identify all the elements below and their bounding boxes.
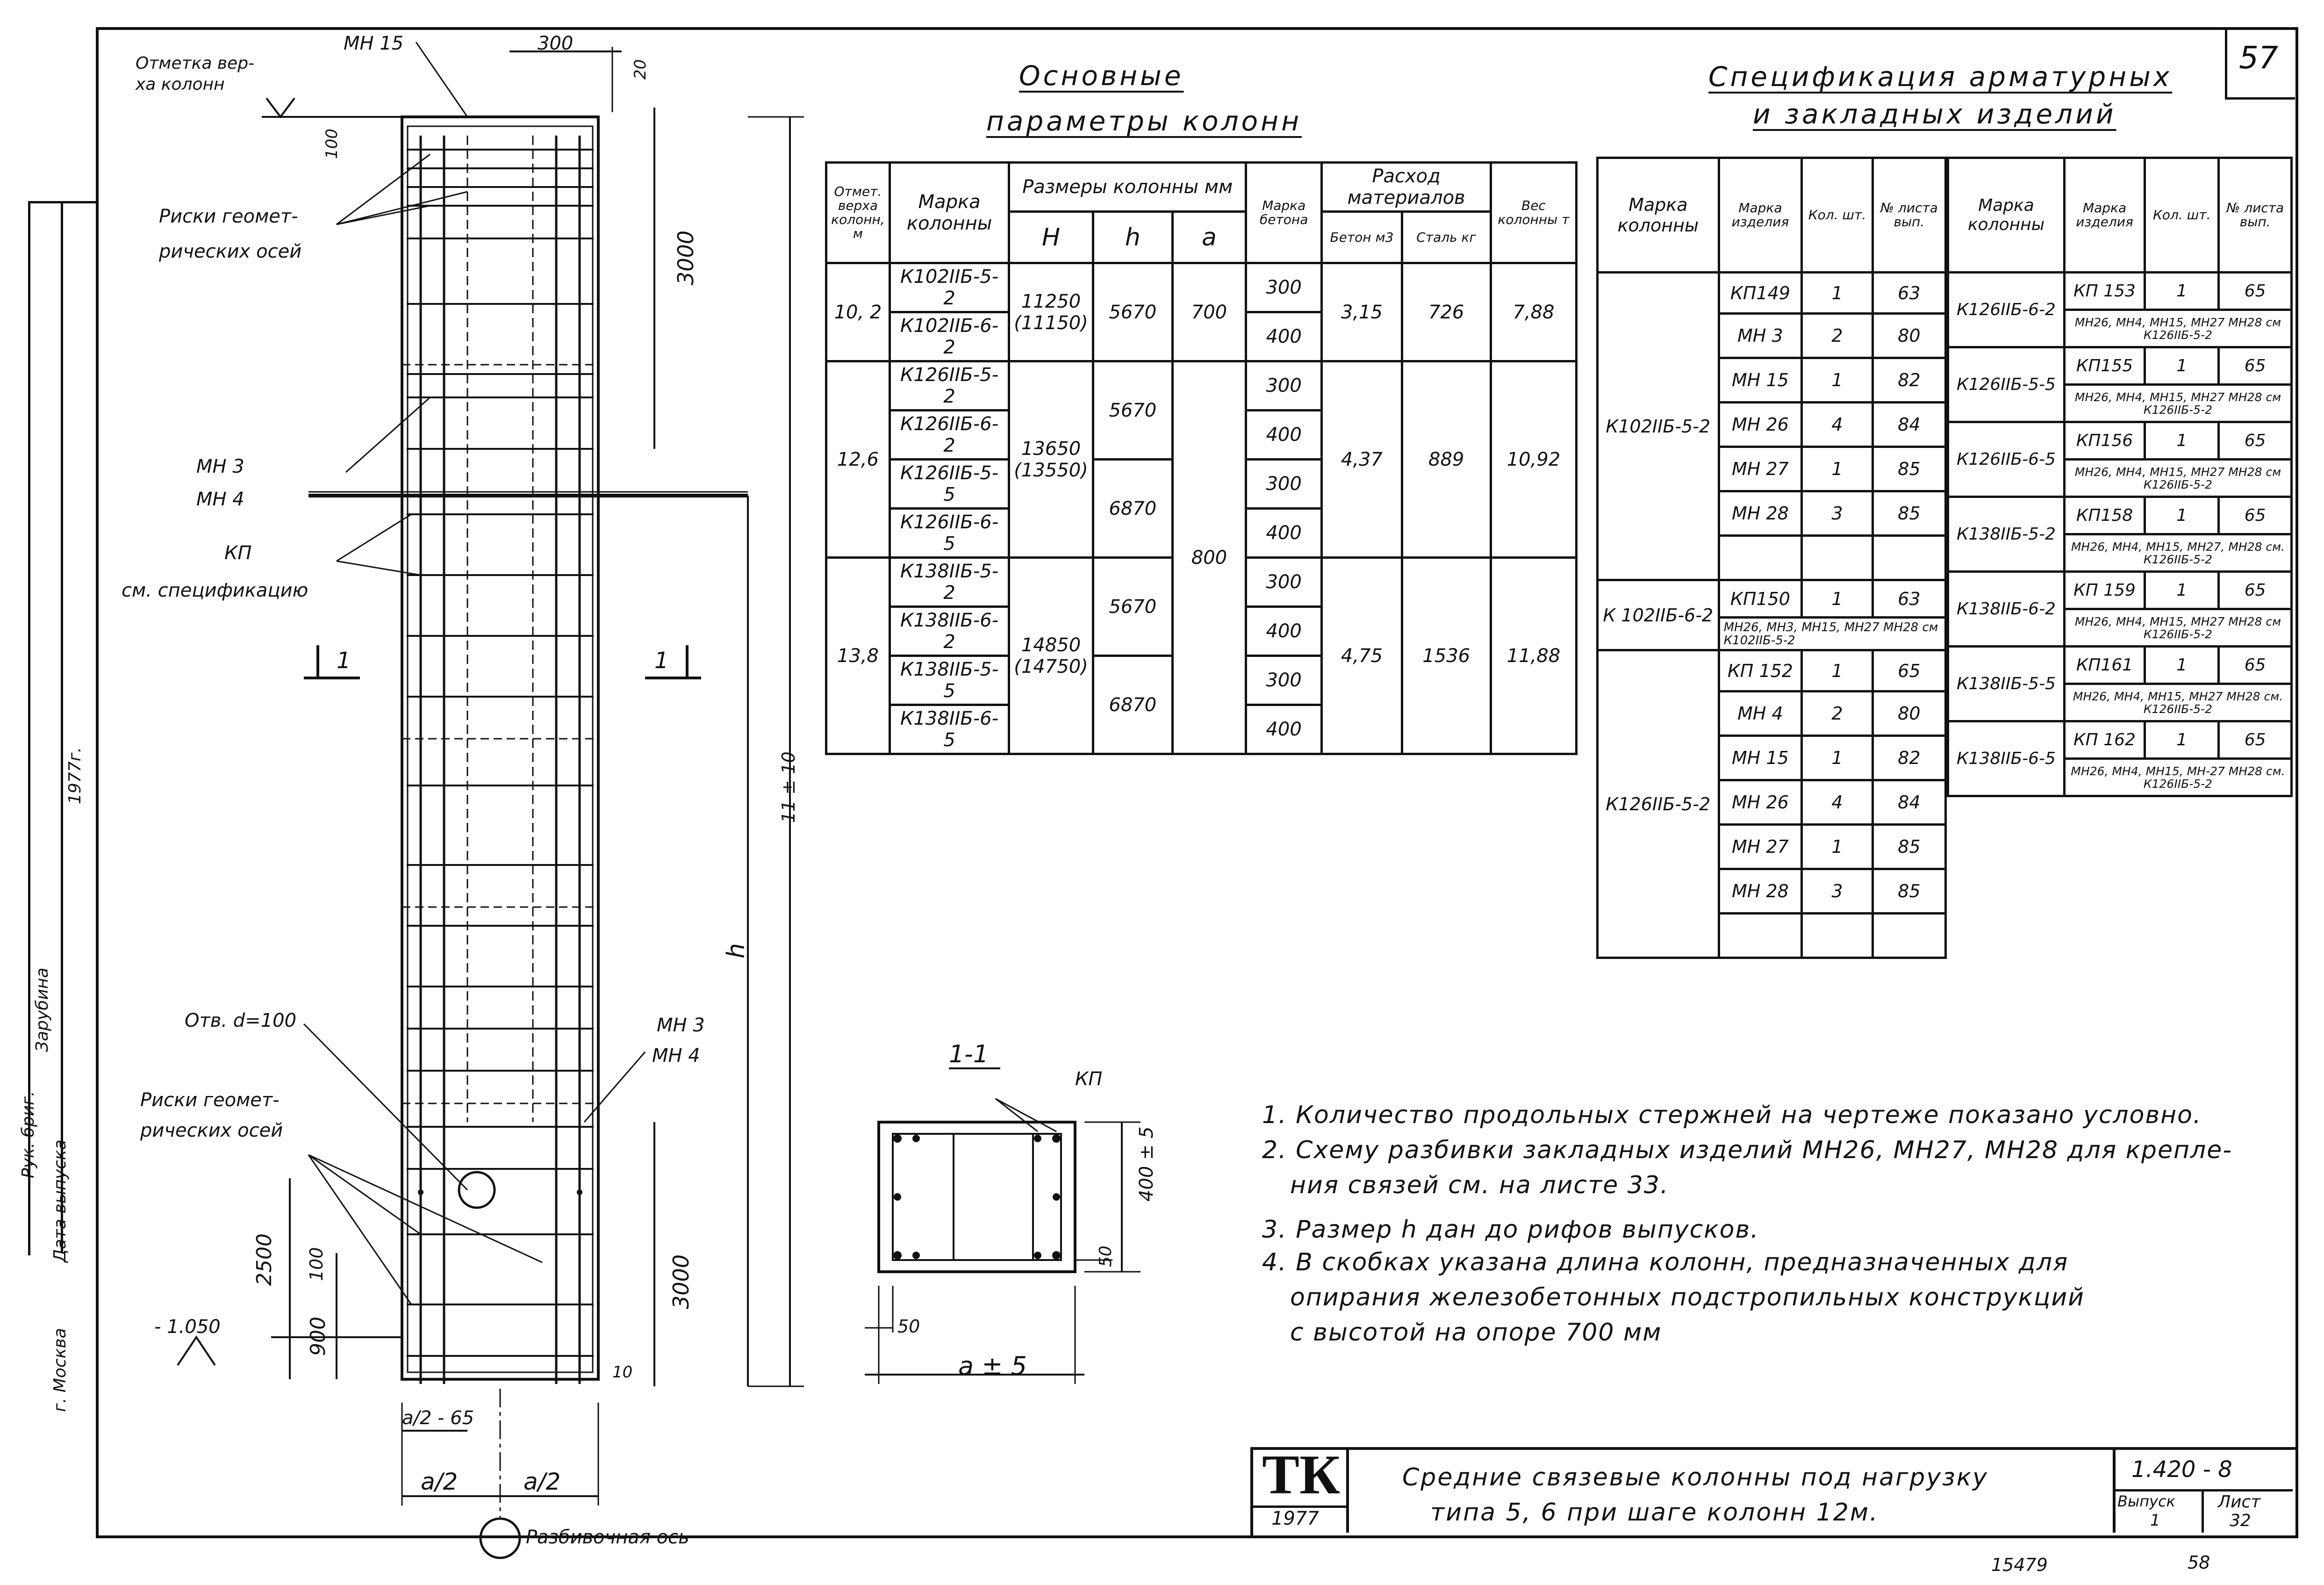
spec-table-left bbox=[1596, 157, 1947, 959]
params-hdr-consumption: Расход материалов bbox=[1322, 163, 1491, 212]
params-g3-cm2: 400 bbox=[1246, 607, 1322, 656]
params-g2-h1: 5670 bbox=[1093, 361, 1172, 460]
spec-l-g1-qty: 4 bbox=[1802, 403, 1872, 447]
spec-l-g2-mark: КП150 bbox=[1719, 580, 1802, 618]
spec-l-g2-note: МН26, МН3, МН15, МН27 МН28 см К102IIБ-5-2 bbox=[1719, 618, 1945, 650]
spec-l-g1-sheet: 63 bbox=[1872, 273, 1945, 314]
params-g1-cm1: 300 bbox=[1246, 263, 1322, 312]
params-title-2: параметры колонн bbox=[986, 105, 1302, 137]
params-hdr-a: a bbox=[1172, 212, 1246, 263]
dim-20: 20 bbox=[631, 59, 650, 79]
spec-l-g3-sheet: 85 bbox=[1872, 869, 1945, 914]
title-line-2: типа 5, 6 при шаге колонн 12м. bbox=[1430, 1499, 1879, 1527]
spec-r-row-note: МН26, МН4, МН15, МН-27 МН28 см. К126IIБ-5-2 bbox=[2064, 759, 2291, 796]
mn4-right: МН 4 bbox=[652, 1045, 700, 1066]
spec-l-g3-qty: 1 bbox=[1802, 736, 1872, 780]
spec-l-g3-qty: 4 bbox=[1802, 780, 1872, 825]
params-table bbox=[825, 161, 1578, 755]
dim-100-top: 100 bbox=[323, 129, 341, 159]
spec-r-row-mark: КП158 bbox=[2064, 497, 2145, 534]
label-mn15-top: МН 15 bbox=[344, 33, 404, 54]
spec-l-g3-qty: 1 bbox=[1802, 650, 1872, 692]
issue-label: Выпуск bbox=[2117, 1492, 2175, 1510]
dim-3000-top: 3000 bbox=[673, 230, 698, 285]
spec-l-g1-qty: 1 bbox=[1802, 358, 1872, 403]
sheet: 32 bbox=[2230, 1511, 2251, 1530]
note-4-cont-2: с высотой на опоре 700 мм bbox=[1290, 1318, 1662, 1347]
spec-r-row-sheet: 65 bbox=[2219, 721, 2292, 759]
side-stamp-row-2: Дата выпуска bbox=[50, 1139, 70, 1262]
spec-l-g3-mark: КП 152 bbox=[1719, 650, 1802, 692]
dim-400: 400 ± 5 bbox=[1136, 1126, 1157, 1202]
spec-l-g1-mark: МН 15 bbox=[1719, 358, 1802, 403]
spec-l-g3-sheet: 84 bbox=[1872, 780, 1945, 825]
axis-label: Разбивочная ось bbox=[526, 1527, 689, 1548]
spec-r-row-sheet: 65 bbox=[2219, 422, 2292, 460]
spec-r-row-mark: КП156 bbox=[2064, 422, 2145, 460]
params-g3-h1: 5670 bbox=[1093, 558, 1172, 656]
params-hdr-column: Марка колонны bbox=[889, 163, 1009, 263]
params-title-1: Основные bbox=[1019, 60, 1184, 92]
dim-100-bottom: 100 bbox=[306, 1247, 327, 1281]
spec-l-g1-mark: КП149 bbox=[1719, 273, 1802, 314]
dim-50-horizontal: 50 bbox=[897, 1316, 920, 1337]
dim-900: 900 bbox=[306, 1317, 330, 1356]
spec-r-row-note: МН26, МН4, МН15, МН27 МН28 см К126IIБ-5-2 bbox=[2064, 310, 2291, 347]
column-elevation bbox=[0, 0, 841, 1585]
spec-r-row-column: К138IIБ-6-2 bbox=[1948, 572, 2065, 647]
params-g2-H: 13650 (13550) bbox=[1009, 361, 1093, 558]
spec-l-g3-mark: МН 15 bbox=[1719, 736, 1802, 780]
params-g1-concrete: 3,15 bbox=[1322, 263, 1402, 361]
params-g1-col1: К102IIБ-5-2 bbox=[889, 263, 1009, 312]
side-stamp-city: г. Москва bbox=[50, 1328, 70, 1412]
sheet-label: Лист bbox=[2218, 1492, 2261, 1512]
dim-10: 10 bbox=[612, 1363, 633, 1382]
spec-l-g3-mark: МН 26 bbox=[1719, 780, 1802, 825]
spec-r-row-qty: 1 bbox=[2145, 422, 2219, 460]
params-g2-cm4: 400 bbox=[1246, 509, 1322, 558]
spec-r-row-qty: 1 bbox=[2145, 647, 2219, 684]
spec-l-g1-sheet: 80 bbox=[1872, 314, 1945, 358]
spec-l-g1-sheet: 85 bbox=[1872, 491, 1945, 536]
spec-r-row-column: К138IIБ-5-5 bbox=[1948, 647, 2065, 721]
spec-r-row-mark: КП155 bbox=[2064, 347, 2145, 385]
params-g2-concrete: 4,37 bbox=[1322, 361, 1402, 558]
spec-l-g2-qty: 1 bbox=[1802, 580, 1872, 618]
mn3-left: МН 3 bbox=[196, 456, 244, 477]
spec-l-g3-sheet: 85 bbox=[1872, 825, 1945, 869]
params-g3-col2: К138IIБ-6-2 bbox=[889, 607, 1009, 656]
top-mark-1: Отметка вер- bbox=[136, 54, 255, 73]
code: 1.420 - 8 bbox=[2131, 1456, 2232, 1483]
params-g3-H: 14850 (14750) bbox=[1009, 558, 1093, 754]
params-g2-cm1: 300 bbox=[1246, 361, 1322, 411]
spec-r-row-sheet: 65 bbox=[2219, 347, 2292, 385]
dim-h: h bbox=[722, 943, 750, 958]
spec-r-hdr-column: Марка колонны bbox=[1948, 158, 2065, 273]
a-half-right: a/2 bbox=[524, 1468, 561, 1495]
params-g2-steel: 889 bbox=[1402, 361, 1491, 558]
params-g2-weight: 10,92 bbox=[1491, 361, 1576, 558]
spec-l-g1-sheet: 82 bbox=[1872, 358, 1945, 403]
spec-r-hdr-item: Марка изделия bbox=[2064, 158, 2145, 273]
spec-r-row-note: МН26, МН4, МН15, МН27 МН28 см К126IIБ-5-2 bbox=[2064, 385, 2291, 422]
spec-l-g3-qty bbox=[1802, 914, 1872, 958]
spec-l-g2-sheet: 63 bbox=[1872, 580, 1945, 618]
otv: Отв. d=100 bbox=[185, 1010, 297, 1031]
dim-300: 300 bbox=[538, 33, 574, 54]
params-g1-mark: 10, 2 bbox=[826, 263, 890, 361]
params-hdr-mark: Отмет. верха колонн, м bbox=[826, 163, 890, 263]
params-g2-mark: 12,6 bbox=[826, 361, 890, 558]
see-spec: см. спецификацию bbox=[122, 580, 308, 601]
section-mark-right: 1 bbox=[654, 648, 669, 674]
spec-l-g3-sheet: 80 bbox=[1872, 692, 1945, 736]
risk2-1: Риски геомет- bbox=[140, 1089, 280, 1111]
params-g3-weight: 11,88 bbox=[1491, 558, 1576, 754]
spec-l-g3-mark: МН 4 bbox=[1719, 692, 1802, 736]
note-4-cont-1: опирания железобетонных подстропильных конструкций bbox=[1290, 1283, 2085, 1311]
spec-r-row-mark: КП 153 bbox=[2064, 273, 2145, 310]
spec-r-row-qty: 1 bbox=[2145, 497, 2219, 534]
params-g1-weight: 7,88 bbox=[1491, 263, 1576, 361]
spec-r-row-column: К138IIБ-6-5 bbox=[1948, 721, 2065, 796]
note-2: 2. Схему разбивки закладных изделий МН26, МН27, МН28 для крепле- bbox=[1262, 1136, 2233, 1164]
spec-r-row-column: К138IIБ-5-2 bbox=[1948, 497, 2065, 572]
mn4-left: МН 4 bbox=[196, 489, 244, 510]
mn3-right: МН 3 bbox=[657, 1015, 705, 1036]
spec-l-g1-sheet bbox=[1872, 536, 1945, 580]
spec-l-g1-mark bbox=[1719, 536, 1802, 580]
params-g2-col3: К126IIБ-5-5 bbox=[889, 460, 1009, 509]
spec-r-hdr-sheet: № листа вып. bbox=[2219, 158, 2292, 273]
dim-11: 11 ± 10 bbox=[778, 751, 799, 823]
note-2-cont: ния связей см. на листе 33. bbox=[1290, 1171, 1669, 1199]
params-g2-col1: К126IIБ-5-2 bbox=[889, 361, 1009, 411]
section-mark-left: 1 bbox=[337, 648, 351, 674]
side-stamp-row-1: Рук. бриг. bbox=[19, 1091, 38, 1178]
params-g3-cm3: 300 bbox=[1246, 656, 1322, 705]
spec-l-g1-mark: МН 28 bbox=[1719, 491, 1802, 536]
spec-r-row-column: К126IIБ-6-5 bbox=[1948, 422, 2065, 497]
params-hdr-H: H bbox=[1009, 212, 1093, 263]
params-g3-col4: К138IIБ-6-5 bbox=[889, 705, 1009, 754]
params-hdr-concrete: Бетон м3 bbox=[1322, 212, 1402, 263]
logo: ТК bbox=[1262, 1443, 1341, 1506]
side-stamp-year: 1977г. bbox=[65, 747, 85, 804]
spec-title-1: Спецификация арматурных bbox=[1708, 61, 2173, 93]
dim-a5: a ± 5 bbox=[958, 1351, 1027, 1381]
spec-l-g3-mark bbox=[1719, 914, 1802, 958]
a-half-left: a/2 bbox=[421, 1468, 458, 1495]
params-g3-h2: 6870 bbox=[1093, 656, 1172, 754]
spec-table-right bbox=[1947, 157, 2293, 797]
params-g1-cm2: 400 bbox=[1246, 312, 1322, 361]
spec-l-g3-sheet: 82 bbox=[1872, 736, 1945, 780]
spec-l-g1-mark: МН 3 bbox=[1719, 314, 1802, 358]
note-4: 4. В скобках указана длина колонн, предназначенных для bbox=[1262, 1248, 2069, 1276]
spec-r-row-qty: 1 bbox=[2145, 347, 2219, 385]
risk1-2: рических осей bbox=[159, 241, 302, 262]
params-g2-cm3: 300 bbox=[1246, 460, 1322, 509]
spec-r-row-sheet: 65 bbox=[2219, 572, 2292, 609]
spec-r-row-mark: КП 159 bbox=[2064, 572, 2145, 609]
params-g2-cm2: 400 bbox=[1246, 411, 1322, 460]
spec-title-2: и закладных изделий bbox=[1753, 98, 2116, 130]
spec-r-row-sheet: 65 bbox=[2219, 647, 2292, 684]
spec-l-hdr-column: Марка колонны bbox=[1598, 158, 1719, 273]
dim-50-vertical: 50 bbox=[1096, 1246, 1115, 1267]
dim-3000-bottom: 3000 bbox=[668, 1254, 694, 1309]
a-minus: a/2 - 65 bbox=[402, 1407, 474, 1429]
params-g2-col2: К126IIБ-6-2 bbox=[889, 411, 1009, 460]
spec-r-row-mark: КП161 bbox=[2064, 647, 2145, 684]
spec-l-g1-qty bbox=[1802, 536, 1872, 580]
spec-l-hdr-item: Марка изделия bbox=[1719, 158, 1802, 273]
params-g1-H: 11250 (11150) bbox=[1009, 263, 1093, 361]
spec-r-row-column: К126IIБ-5-5 bbox=[1948, 347, 2065, 422]
spec-l-g3-column: К126IIБ-5-2 bbox=[1598, 650, 1719, 958]
spec-l-g3-sheet bbox=[1872, 914, 1945, 958]
spec-l-g1-sheet: 84 bbox=[1872, 403, 1945, 447]
note-1: 1. Количество продольных стержней на чертеже показано условно. bbox=[1262, 1101, 2202, 1129]
params-g2-col4: К126IIБ-6-5 bbox=[889, 509, 1009, 558]
params-g23-a: 800 bbox=[1172, 361, 1246, 754]
spec-r-row-note: МН26, МН4, МН15, МН27 МН28 см К126IIБ-5-2 bbox=[2064, 609, 2291, 647]
spec-l-g3-sheet: 65 bbox=[1872, 650, 1945, 692]
top-mark-2: ха колонн bbox=[136, 75, 225, 94]
spec-l-g1-qty: 3 bbox=[1802, 491, 1872, 536]
spec-l-g2-column: К 102IIБ-6-2 bbox=[1598, 580, 1719, 650]
params-g1-h: 5670 bbox=[1093, 263, 1172, 361]
section-title: 1-1 bbox=[949, 1040, 989, 1068]
params-hdr-h: h bbox=[1093, 212, 1172, 263]
spec-l-g1-qty: 2 bbox=[1802, 314, 1872, 358]
params-g1-a: 700 bbox=[1172, 263, 1246, 361]
spec-l-g1-column: К102IIБ-5-2 bbox=[1598, 273, 1719, 580]
spec-r-row-qty: 1 bbox=[2145, 273, 2219, 310]
params-g1-col2: К102IIБ-6-2 bbox=[889, 312, 1009, 361]
title-block-logo-divider bbox=[1346, 1447, 1349, 1533]
params-g3-cm4: 400 bbox=[1246, 705, 1322, 754]
spec-r-row-qty: 1 bbox=[2145, 721, 2219, 759]
spec-l-g3-qty: 1 bbox=[1802, 825, 1872, 869]
params-hdr-sizes: Размеры колонны мм bbox=[1009, 163, 1246, 212]
spec-r-row-sheet: 65 bbox=[2219, 497, 2292, 534]
params-g3-steel: 1536 bbox=[1402, 558, 1491, 754]
side-stamp-name: Зарубина bbox=[33, 967, 52, 1052]
risk1-1: Риски геомет- bbox=[159, 206, 298, 227]
spec-r-hdr-qty: Кол. шт. bbox=[2145, 158, 2219, 273]
params-g3-col1: К138IIБ-5-2 bbox=[889, 558, 1009, 607]
spec-r-row-qty: 1 bbox=[2145, 572, 2219, 609]
spec-l-g1-qty: 1 bbox=[1802, 447, 1872, 491]
risk2-2: рических осей bbox=[140, 1120, 283, 1141]
note-3: 3. Размер h дан до рифов выпусков. bbox=[1262, 1216, 1759, 1244]
params-g3-mark: 13,8 bbox=[826, 558, 890, 754]
section-1-1 bbox=[841, 1005, 1215, 1426]
level: - 1.050 bbox=[154, 1316, 221, 1338]
spec-l-hdr-sheet: № листа вып. bbox=[1872, 158, 1945, 273]
params-g1-steel: 726 bbox=[1402, 263, 1491, 361]
spec-r-row-note: МН26, МН4, МН15, МН27 МН28 см К126IIБ-5-2 bbox=[2064, 460, 2291, 497]
spec-l-g3-qty: 2 bbox=[1802, 692, 1872, 736]
dim-2500: 2500 bbox=[252, 1233, 276, 1286]
section-kp: КП bbox=[1075, 1068, 1103, 1090]
year: 1977 bbox=[1271, 1508, 1319, 1529]
params-hdr-steel: Сталь кг bbox=[1402, 212, 1491, 263]
spec-l-g3-qty: 3 bbox=[1802, 869, 1872, 914]
kp-left: КП bbox=[224, 542, 252, 564]
bottom-number-2: 58 bbox=[2188, 1552, 2210, 1573]
params-hdr-concrete-mark: Марка бетона bbox=[1246, 163, 1322, 263]
spec-r-row-note: МН26, МН4, МН15, МН27, МН28 см. К126IIБ-5-2 bbox=[2064, 534, 2291, 572]
issue: 1 bbox=[2150, 1511, 2160, 1530]
page-number: 57 bbox=[2239, 40, 2278, 76]
spec-l-hdr-qty: Кол. шт. bbox=[1802, 158, 1872, 273]
params-hdr-weight: Вес колонны т bbox=[1491, 163, 1576, 263]
params-g3-col3: К138IIБ-5-5 bbox=[889, 656, 1009, 705]
spec-l-g1-sheet: 85 bbox=[1872, 447, 1945, 491]
spec-l-g1-qty: 1 bbox=[1802, 273, 1872, 314]
spec-l-g3-mark: МН 27 bbox=[1719, 825, 1802, 869]
params-g2-h2: 6870 bbox=[1093, 460, 1172, 558]
spec-r-row-mark: КП 162 bbox=[2064, 721, 2145, 759]
spec-l-g1-mark: МН 27 bbox=[1719, 447, 1802, 491]
spec-r-row-sheet: 65 bbox=[2219, 273, 2292, 310]
bottom-number: 15479 bbox=[1991, 1555, 2048, 1575]
params-g3-concrete: 4,75 bbox=[1322, 558, 1402, 754]
title-line-1: Средние связевые колонны под нагрузку bbox=[1402, 1463, 1988, 1491]
spec-r-row-note: МН26, МН4, МН15, МН27 МН28 см. К126IIБ-5-2 bbox=[2064, 684, 2291, 721]
params-g3-cm1: 300 bbox=[1246, 558, 1322, 607]
spec-l-g1-mark: МН 26 bbox=[1719, 403, 1802, 447]
spec-l-g3-mark: МН 28 bbox=[1719, 869, 1802, 914]
spec-r-row-column: К126IIБ-6-2 bbox=[1948, 273, 2065, 347]
title-block-issue-divider bbox=[2202, 1489, 2204, 1533]
